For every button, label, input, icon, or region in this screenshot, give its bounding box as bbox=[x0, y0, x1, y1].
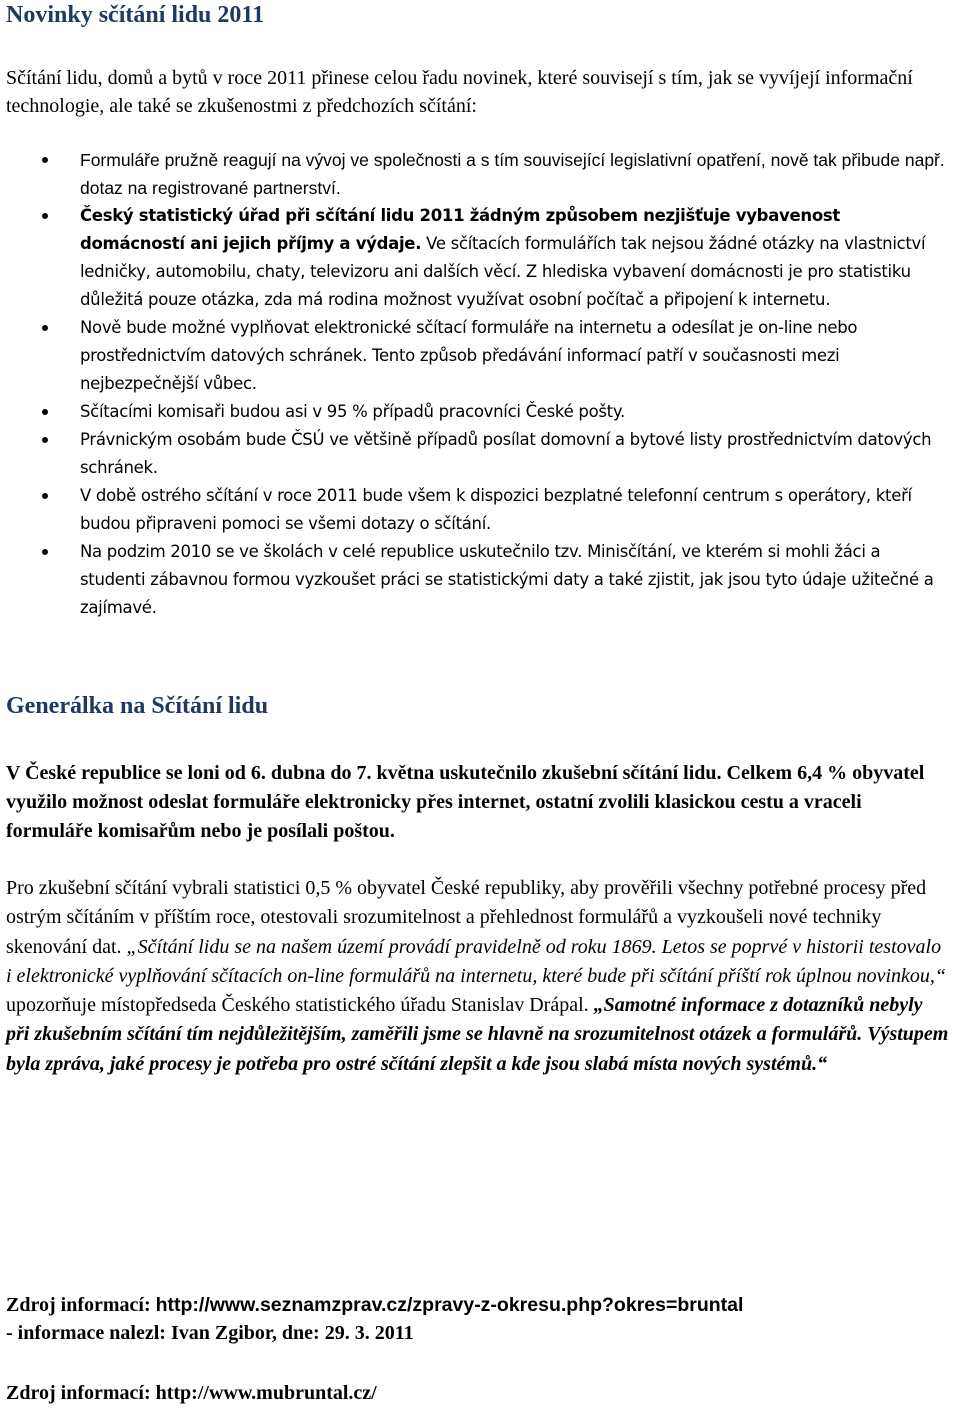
found-by-line: - informace nalezl: Ivan Zgibor, dne: 29. 3. 2011 bbox=[6, 1322, 414, 1344]
source-link[interactable]: http://www.seznamzprav.cz/zpravy-z-okresu.php?okres=bruntal bbox=[155, 1294, 744, 1316]
list-item-text: Sčítacími komisaři budou asi v 95 % případů pracovníci České pošty. bbox=[80, 402, 625, 421]
paragraph-text: Pro zkušební sčítání vybrali statistici 0,5 % obyvatel České republiky, aby prověřili všechny potřebné procesy před ostrým sčítáním v příštím roce, otestovali srozumitelnost a přehlednost formulářů a vyzkoušeli nové techniky skenování dat. bbox=[6, 877, 927, 958]
list-item-text: Formuláře pružně reagují na vývoj ve společnosti a s tím související legislativní opatření, nově tak přibude např. dotaz na registrované partnerství. bbox=[80, 150, 945, 198]
bold-summary-paragraph: V České republice se loni od 6. dubna do 7. května uskutečnilo zkušební sčítání lidu. Celkem 6,4 % obyvatel využilo možnost odeslat formuláře elektronicky přes internet, ostatní zvolili klasickou cestu a vraceli formuláře komisařům nebo je posílali poštou. bbox=[6, 762, 925, 842]
source-line-2: Zdroj informací: http://www.mubruntal.cz/ bbox=[6, 1382, 377, 1404]
list-item bbox=[0, 538, 960, 622]
body-paragraph bbox=[6, 874, 950, 1079]
source-line bbox=[6, 1292, 743, 1318]
list-item-text: Právnickým osobám bude ČSÚ ve většině případů posílat domovní a bytové listy prostřednictvím datových schránek. bbox=[80, 430, 932, 477]
source-label: Zdroj informací: bbox=[6, 1294, 156, 1316]
section-heading: Generálka na Sčítání lidu bbox=[6, 693, 269, 719]
intro-paragraph: Sčítání lidu, domů a bytů v roce 2011 přinese celou řadu novinek, které souvisejí s tím, jak se vyvíjejí informační technologie, ale také se zkušenostmi z předchozích sčítání: bbox=[6, 67, 913, 117]
list-item bbox=[0, 314, 960, 398]
list-item bbox=[0, 426, 960, 482]
novelties-list bbox=[0, 146, 960, 622]
quote-bold-italic: „Samotné informace z dotazníků nebyly při zkušebním sčítání tím nejdůležitějším, zaměřili jsme se hlavně na srozumitelnost otázek a formulářů. Výstupem byla zpráva, jaké procesy je potřeba pro ostré sčítání zlepšit a kde jsou slabá místa nových systémů.“ bbox=[6, 994, 949, 1075]
quote-italic: „Sčítání lidu se na našem území provádí pravidelně od roku 1869. Letos se poprvé v historii testovalo i elektronické vyplňování sčítacích on-line formulářů na internetu, které bude při sčítání příští rok úplnou novinkou,“ bbox=[6, 935, 946, 987]
list-item-bold-text: Český statistický úřad při sčítání lidu 2011 žádným způsobem nezjišťuje vybavenost domácností ani jejich příjmy a výdaje. bbox=[80, 206, 840, 253]
page-title: Novinky sčítání lidu 2011 bbox=[6, 2, 265, 28]
list-item-text: Na podzim 2010 se ve školách v celé republice uskutečnilo tzv. Minisčítání, ve kterém si mohli žáci a studenti zábavnou formou vyzkoušet práci se statistickými daty a také zjistit, jak jsou tyto údaje užitečné a zajímavé. bbox=[80, 542, 934, 617]
list-item bbox=[0, 202, 960, 314]
list-item-text: Ve sčítacích formulářích tak nejsou žádné otázky na vlastnictví ledničky, automobilu, chaty, televizoru ani dalších věcí. Z hlediska vybavení domácnosti je pro statistiku důležitá pouze otázka, zda má rodina možnost využívat osobní počítač a připojení k internetu. bbox=[80, 234, 926, 309]
list-item bbox=[0, 482, 960, 538]
list-item bbox=[0, 146, 960, 202]
list-item bbox=[0, 398, 960, 426]
list-item-text: Nově bude možné vyplňovat elektronické sčítací formuláře na internetu a odesílat je on-line nebo prostřednictvím datových schránek. Tento způsob předávání informací patří v současnosti mezi nejbezpečnější vůbec. bbox=[80, 318, 858, 393]
paragraph-text: upozorňuje místopředseda Českého statistického úřadu Stanislav Drápal. bbox=[6, 994, 594, 1017]
list-item-text: V době ostrého sčítání v roce 2011 bude všem k dispozici bezplatné telefonní centrum s operátory, kteří budou připraveni pomoci se všemi dotazy o sčítání. bbox=[80, 486, 912, 533]
